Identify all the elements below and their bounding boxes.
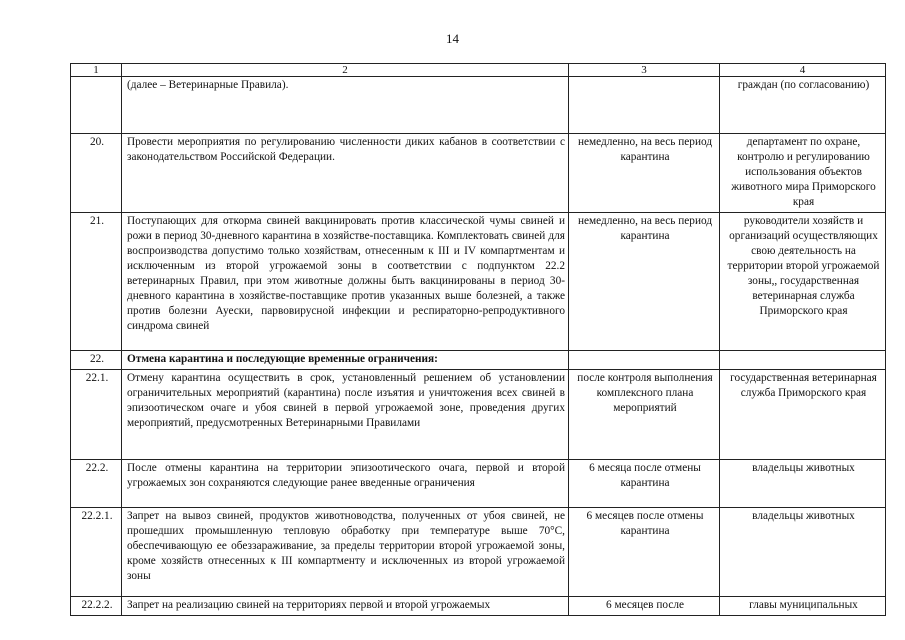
header-col-4: 4 xyxy=(720,64,886,77)
table-row xyxy=(71,508,886,597)
item-number: 22.1. xyxy=(71,370,122,460)
measure-term: 6 месяца после отмены карантина xyxy=(569,460,720,508)
table-row xyxy=(71,597,886,616)
item-number: 22.2.1. xyxy=(71,508,122,597)
measure-text: Отмену карантина осуществить в срок, установленный решением об установлении ограничительных мероприятий (карантина) после изъятия и уничтожения всех свиней в эпизоотическом очаге и убоя свиней в первой угрожаемой зоне, проведения других мероприятий, предусмотренных Ветеринарными Правилами xyxy=(122,370,569,460)
measure-text: Провести мероприятия по регулированию численности диких кабанов в соответствии с законодательством Российской Федерации. xyxy=(122,134,569,213)
responsible-party: руководители хозяйств и организаций осуществляющих свою деятельность на территории второй угрожаемой зоны,, государственная ветеринарная служба Приморского края xyxy=(720,213,886,351)
responsible-party: государственная ветеринарная служба Приморского края xyxy=(720,370,886,460)
measure-text: Поступающих для откорма свиней вакцинировать против классической чумы свиней и рожи в период 30-дневного карантина в хозяйстве-поставщика. Комплектовать свиней для воспроизводства допустимо только хозяйствам, отнесенным к III и IV компартментам и исключенным из второй угрожаемой зоны в соответствии с подпунктом 22.2 ветеринарных Правил, при этом животные должны быть вакцинированы в период 30-дневного карантина в хозяйстве-поставщике против указанных выше болезней, а также против болезни Ауески, парвовирусной инфекции и респираторно-репродуктивного синдрома свиней xyxy=(122,213,569,351)
table-row xyxy=(71,370,886,460)
measures-table xyxy=(70,63,886,616)
table-row xyxy=(71,134,886,213)
responsible-party: владельцы животных xyxy=(720,508,886,597)
measure-term xyxy=(569,351,720,370)
table-row xyxy=(71,77,886,134)
measure-term: немедленно, на весь период карантина xyxy=(569,134,720,213)
measure-text: Запрет на реализацию свиней на территориях первой и второй угрожаемых xyxy=(122,597,569,616)
measure-text: После отмены карантина на территории эпизоотического очага, первой и второй угрожаемых зон сохраняются следующие ранее введенные ограничения xyxy=(122,460,569,508)
item-number xyxy=(71,77,122,134)
measure-term xyxy=(569,77,720,134)
page-number: 14 xyxy=(446,31,459,46)
measure-term: немедленно, на весь период карантина xyxy=(569,213,720,351)
item-number: 20. xyxy=(71,134,122,213)
item-number: 22. xyxy=(71,351,122,370)
measure-text: Запрет на вывоз свиней, продуктов животноводства, полученных от убоя свиней, не прошедших промышленную тепловую обработку при температуре выше 70°С, обеспечивающую ее обеззараживание, за пределы территории второй угрожаемой зоны, кроме хозяйств отнесенных к III компартменту и исключенных из второй угрожаемой зоны xyxy=(122,508,569,597)
responsible-party: департамент по охране, контролю и регулированию использования объектов животного мира Приморского края xyxy=(720,134,886,213)
measure-term: 6 месяцев после xyxy=(569,597,720,616)
measure-text: (далее – Ветеринарные Правила). xyxy=(122,77,569,134)
table-row xyxy=(71,351,886,370)
header-col-2: 2 xyxy=(122,64,569,77)
section-heading: Отмена карантина и последующие временные ограничения: xyxy=(122,351,569,370)
responsible-party: главы муниципальных xyxy=(720,597,886,616)
table-row xyxy=(71,213,886,351)
header-col-3: 3 xyxy=(569,64,720,77)
measure-term: после контроля выполнения комплексного плана мероприятий xyxy=(569,370,720,460)
item-number: 22.2. xyxy=(71,460,122,508)
item-number: 21. xyxy=(71,213,122,351)
responsible-party xyxy=(720,351,886,370)
responsible-party: владельцы животных xyxy=(720,460,886,508)
item-number: 22.2.2. xyxy=(71,597,122,616)
header-col-1: 1 xyxy=(71,64,122,77)
table-row xyxy=(71,460,886,508)
responsible-party: граждан (по согласованию) xyxy=(720,77,886,134)
table-header-row xyxy=(71,64,886,77)
measure-term: 6 месяцев после отмены карантина xyxy=(569,508,720,597)
